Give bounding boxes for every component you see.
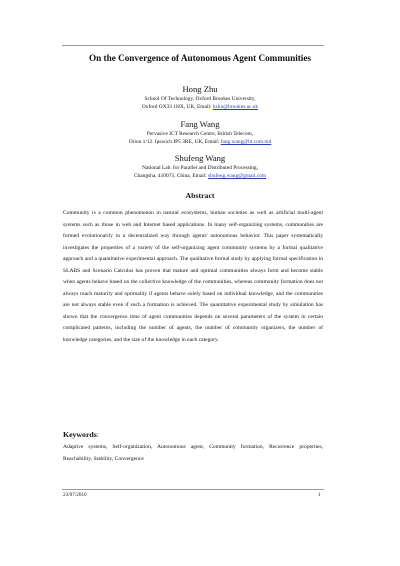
- author-address: Oxford OX33 1HX, UK, Email:: [141, 104, 213, 111]
- author-block-3: [40, 153, 360, 180]
- author-contact: [40, 138, 360, 146]
- author-email-link[interactable]: shufeng.wang@gmail.com: [208, 173, 267, 180]
- author-block-2: [40, 119, 360, 146]
- author-email-link[interactable]: hzhu@brookes.ac.uk: [212, 104, 259, 111]
- author-affiliation: National Lab. for Parallel and Distributed Processing,: [142, 165, 258, 171]
- keywords-heading-colon: :: [96, 430, 99, 439]
- author-email-link[interactable]: fang.wang@bt.com.md: [220, 139, 272, 146]
- author-block-1: [40, 84, 360, 111]
- author-address: Changsha, 410073, China, Email:: [133, 173, 209, 180]
- author-name: Shufeng Wang: [174, 153, 226, 163]
- author-name: Fang Wang: [180, 119, 220, 129]
- author-name: Hong Zhu: [182, 84, 218, 94]
- author-address: Orion 1/12. Ipswich IP5 3RE, UK, Email:: [128, 139, 221, 146]
- keywords-heading: [63, 430, 99, 439]
- keywords-heading-label: Keywords: [63, 430, 97, 439]
- author-affiliation: Pervasive ICT Research Centre, British Telecom,: [146, 131, 254, 137]
- footer-rule: [62, 489, 324, 490]
- author-affiliation: School Of Technology, Oxford Brookes University,: [144, 96, 256, 102]
- page-number: 1: [318, 492, 321, 498]
- author-contact: [40, 172, 360, 180]
- abstract-heading: Abstract: [185, 191, 215, 200]
- author-contact: [40, 103, 360, 111]
- keywords-text: Adaptive systems, Self-organization, Autonomous agent, Community formation, Recurrence properties, Reachability, Stability, Convergence: [63, 444, 323, 462]
- header-rule: [62, 45, 324, 46]
- abstract-text: Community is a common phenomenon in natural ecosystems, human societies as well as artificial multi-agent systems such as those in web and Internet based applications. In many self-organizing systems, communities are formed evolutionarily in a decentralized way through agents' autonomous behavior. This paper systematically investigates the properties of a variety of the self-organizing agent community systems by a formal qualitative approach and a quantitative experimental approach. The qualitative formal study by applying formal specification in SLABS and Scenario Calculus has proven that mature and optimal communities always form and become stable when agents behave based on the collective knowledge of the communities, whereas community formation does not always reach maturity and optimality if agents behave solely based on individual knowledge, and the communities are not always stable even if such a formation is achieved. The quantitative experimental study by simulation has shown that the convergence time of agent communities depends on several parameters of the system in certain complicated patterns, including the number of agents, the number of community organizers, the number of knowledge categories, and the size of the knowledge in each category.: [63, 210, 323, 344]
- paper-title: On the Convergence of Autonomous Agent Communities: [88, 53, 312, 63]
- footer-date: 23/07/2010: [63, 492, 87, 498]
